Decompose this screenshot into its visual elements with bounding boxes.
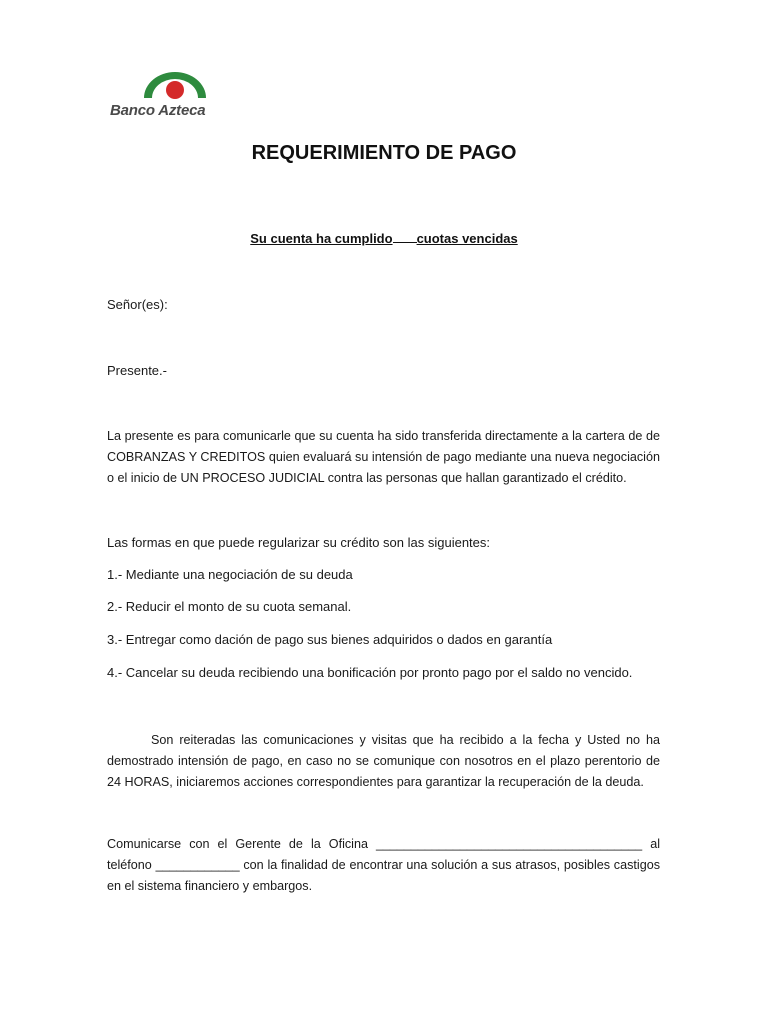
warning-paragraph: Son reiteradas las comunicaciones y visitas que ha recibido a la fecha y Usted no ha demostrado intensión de pago, en caso no se comunique con nosotros en el plazo perentorio de 24 HORAS, iniciaremos acciones correspondientes para garantizar la recuperación de la deuda. (107, 733, 660, 789)
option-item: 2.- Reducir el monto de su cuota semanal. (107, 599, 352, 614)
option-item: 4.- Cancelar su deuda recibiendo una bonificación por pronto pago por el saldo no vencido. (107, 665, 633, 680)
subtitle (0, 231, 768, 246)
option-item: 3.- Entregar como dación de pago sus bienes adquiridos o dados en garantía (107, 632, 553, 647)
page-title: REQUERIMIENTO DE PAGO (251, 142, 517, 164)
presente: Presente.- (107, 363, 167, 378)
option-item: 1.- Mediante una negociación de su deuda (107, 567, 353, 582)
logo-emblem-icon (140, 68, 210, 102)
intro-paragraph: La presente es para comunicarle que su cuenta ha sido transferida directamente a la cartera de de COBRANZAS Y CREDITOS quien evaluará su intensión de pago mediante una nueva negociación o el inicio de UN PROCESO JUDICIAL contra las personas que hallan garantizado el crédito. (107, 429, 660, 485)
subtitle-part2: cuotas vencidas (416, 231, 518, 246)
salutation: Señor(es): (107, 297, 168, 312)
bank-logo (110, 68, 240, 122)
subtitle-part1: Su cuenta ha cumplido (250, 231, 393, 246)
bank-logo-text: Banco Azteca (110, 102, 206, 119)
contact-paragraph: Comunicarse con el Gerente de la Oficina ______________________________________ al teléfono ____________ con la finalidad de encontrar una solución a sus atrasos, posibles castigos en el sistema financiero y embargos. (107, 837, 660, 893)
options-heading: Las formas en que puede regularizar su crédito son las siguientes: (107, 535, 490, 550)
subtitle-blank (393, 232, 417, 243)
